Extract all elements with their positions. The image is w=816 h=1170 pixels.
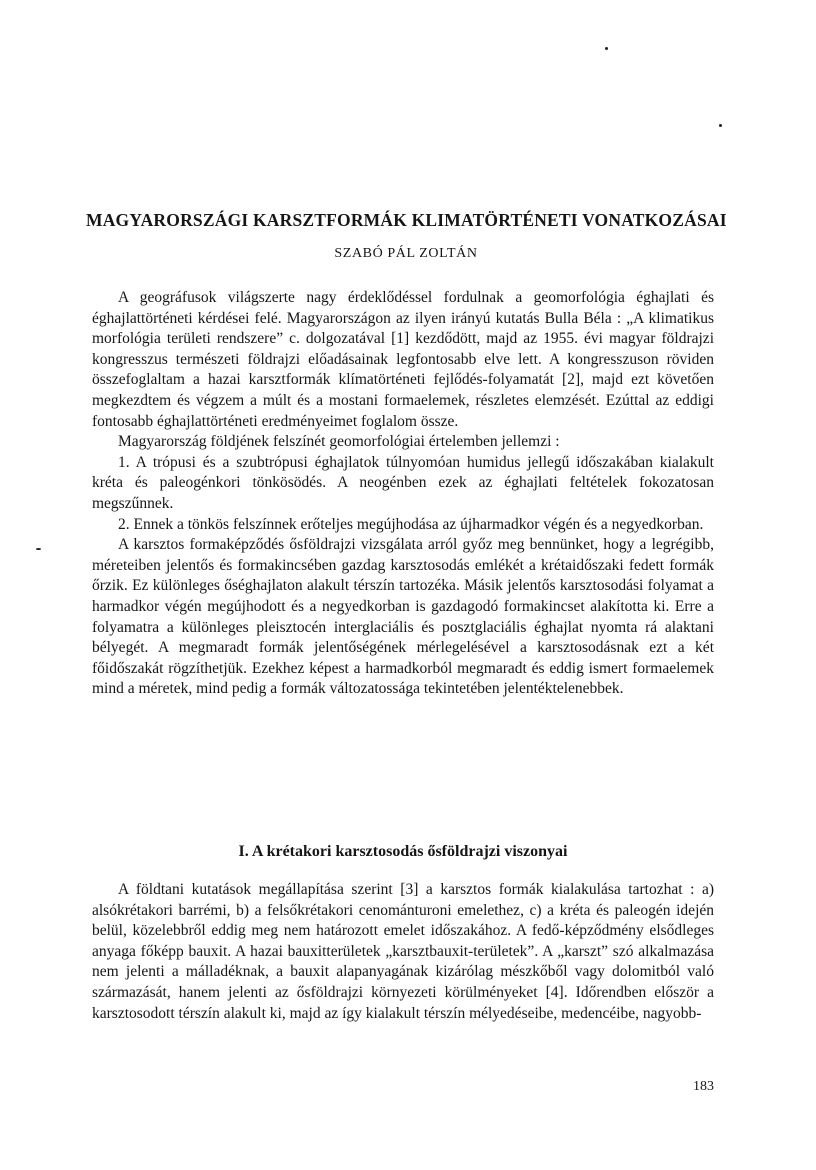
article-title: MAGYARORSZÁGI KARSZTFORMÁK KLIMATÖRTÉNETI VONATKOZÁSAI [86, 210, 727, 230]
paragraph: Magyarország földjének felszínét geomorfológiai értelemben jellemzi : [118, 433, 560, 451]
list-item: 1. A trópusi és a szubtrópusi éghajlatok túlnyomóan humidus jellegű időszakában kialakult kréta és paleogénkori tönkösödés. A neogénben ezek az éghajlati feltételek fokozatosan megszűnnek. [92, 453, 714, 512]
section-heading: I. A krétakori karsztosodás ősföldrajzi viszonyai [238, 843, 568, 860]
scan-speck [719, 124, 722, 127]
article-author: SZABÓ PÁL ZOLTÁN [334, 246, 478, 261]
paragraph: A geográfusok világszerte nagy érdeklődéssel fordulnak a geomorfológia éghajlati és éghajlattörténeti kérdései felé. Magyarországon az ilyen irányú kutatás Bulla Béla : „A klimatikus morfológia területi rendszere” c. dolgozatával [1] kezdődött, majd az 1955. évi magyar földrajzi kongresszus természeti földrajzi előadásainak legfontosabb elve lett. A kongresszuson röviden összefoglaltam a hazai karsztformák klímatörténeti fejlődés-folyamatát [2], majd ezt követően megkezdtem és végzem a múlt és a mostani formaelemek, részletes elemzését. Ezúttal az eddigi fontosabb éghajlattörténeti eredményeimet foglalom össze. [92, 289, 714, 430]
list-item: 2. Ennek a tönkös felszínnek erőteljes megújhodása az újharmadkor végén és a negyedkorban. [118, 515, 704, 533]
scan-speck [36, 548, 41, 550]
page-number: 183 [693, 1079, 714, 1094]
paragraph: A földtani kutatások megállapítása szerint [3] a karsztos formák kialakulása tartozhat : a) alsókrétakori barrémi, b) a felsőkrétakori cenománturoni emelethez, c) a kréta és paleogén idején belül, közelebbről eddig meg nem határozott emelet időszakához. A fedő-képződmény elsődleges anyaga főképp bauxit. A hazai bauxitterületek „karsztbauxit-területek”. A „karszt” szó alkalmazása nem jelenti a málladéknak, a bauxit alapanyagának kizárólag mészkőből vagy dolomitból való származását, hanem jelenti az ősföldrajzi környezeti körülményeket [4]. Időrendben először a karsztosodott térszín alakult ki, majd az így kialakult térszín mélyedéseibe, medencéibe, nagyobb- [92, 881, 714, 1022]
paragraph: A karsztos formaképződés ősföldrajzi vizsgálata arról győz meg bennünket, hogy a legrégibb, méreteiben jelentős és formakincsében gazdag karsztosodás emlékét a krétaidőszaki fedett formák őrzik. Ez különleges őséghajlaton alakult térszín tartozéka. Másik jelentős karsztosodási folyamat a harmadkor végén megújhodott és a negyedkorban is gazdagodó formakincset alakította ki. Erre a folyamatra a különleges pleisztocén interglaciális és posztglaciális éghajlat nyomta rá alaktani bélyegét. A megmaradt formák jelentőségének mérlegelésével a karsztosodásnak ezt a két főidőszakát rögzíthetjük. Ezekhez képest a harmadkorból megmaradt és eddig ismert formaelemek mind a méretek, mind pedig a formák változatossága tekintetében jelentéktelenebbek. [92, 536, 714, 698]
scan-speck [605, 47, 608, 50]
intro-text [92, 288, 714, 700]
section-text [92, 880, 714, 1024]
